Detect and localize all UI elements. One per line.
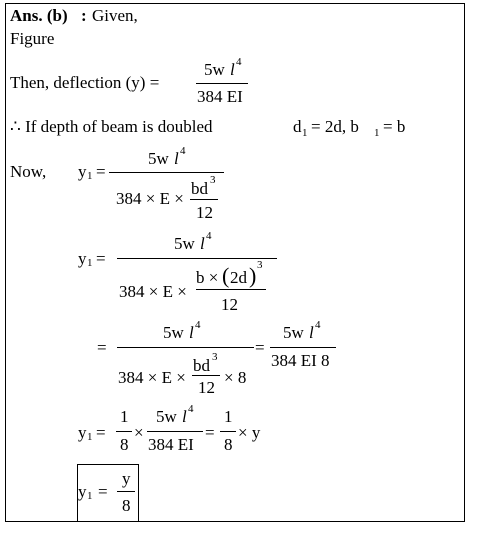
fraction1-denominator: 8 bbox=[120, 435, 129, 454]
fraction1-bar bbox=[116, 431, 132, 432]
fraction2-numerator-l: l bbox=[182, 407, 187, 426]
result-fraction-bar bbox=[270, 347, 336, 348]
fraction1-numerator: 1 bbox=[120, 407, 129, 426]
inner-numerator-b: b × bbox=[196, 268, 219, 287]
y1-symbol: y bbox=[78, 249, 87, 268]
deflection-numerator-l: l bbox=[230, 60, 235, 79]
inner-fraction-bar bbox=[190, 199, 218, 200]
y1-subscript: 1 bbox=[87, 431, 93, 443]
numerator-exp: 4 bbox=[195, 319, 201, 331]
second-equals-sign: = bbox=[205, 423, 215, 442]
numerator-exp: 4 bbox=[180, 145, 186, 157]
main-fraction-bar bbox=[117, 347, 254, 348]
result-numerator-exp: 4 bbox=[315, 319, 321, 331]
numerator-l: l bbox=[174, 149, 179, 168]
deflection-numerator-exp: 4 bbox=[236, 56, 242, 68]
inner-denominator: 12 bbox=[198, 378, 215, 397]
main-fraction-bar bbox=[117, 258, 277, 259]
result-denominator: 384 EI 8 bbox=[271, 351, 330, 370]
inner-numerator-exp: 3 bbox=[257, 259, 263, 271]
d1-symbol: d bbox=[293, 117, 302, 136]
answer-colon: : bbox=[81, 6, 87, 25]
numerator-coef: 5w bbox=[163, 323, 184, 342]
denominator-left: 384 × E × bbox=[119, 282, 187, 301]
equals-sign: = bbox=[96, 249, 106, 268]
deflection-lead: Then, deflection (y) = bbox=[10, 73, 160, 92]
final-denominator: 8 bbox=[122, 496, 131, 515]
times-sign: × bbox=[134, 423, 144, 442]
y1-subscript: 1 bbox=[87, 257, 93, 269]
denominator-left: 384 × E × bbox=[116, 189, 184, 208]
deflection-numerator-coef: 5w bbox=[204, 60, 225, 79]
inner-numerator-2d: 2d bbox=[230, 268, 247, 287]
fraction2-numerator-coef: 5w bbox=[156, 407, 177, 426]
b1-subscript: 1 bbox=[374, 127, 380, 139]
y1-symbol: y bbox=[78, 423, 87, 442]
open-paren: ( bbox=[222, 263, 230, 288]
deflection-fraction-bar bbox=[196, 83, 248, 84]
fraction2-denominator: 384 EI bbox=[148, 435, 194, 454]
y1-subscript: 1 bbox=[87, 170, 93, 182]
inner-denominator: 12 bbox=[221, 295, 238, 314]
d1-subscript: 1 bbox=[302, 127, 308, 139]
numerator-l: l bbox=[189, 323, 194, 342]
equals-sign: = bbox=[96, 423, 106, 442]
times-eight: × 8 bbox=[224, 368, 247, 387]
numerator-exp: 4 bbox=[206, 230, 212, 242]
y1-subscript: 1 bbox=[87, 490, 93, 502]
solution-frame bbox=[5, 3, 465, 522]
inner-numerator-exp: 3 bbox=[210, 174, 216, 186]
fraction3-bar bbox=[220, 431, 236, 432]
result-numerator-l: l bbox=[309, 323, 314, 342]
fraction3-denominator: 8 bbox=[224, 435, 233, 454]
fraction2-numerator-exp: 4 bbox=[188, 403, 194, 415]
doubled-condition-text: ∴ If depth of beam is doubled bbox=[10, 117, 213, 136]
inner-fraction-bar bbox=[196, 289, 266, 290]
final-fraction-bar bbox=[117, 491, 135, 492]
final-numerator: y bbox=[122, 469, 131, 488]
fraction2-bar bbox=[147, 431, 203, 432]
deflection-denominator: 384 EI bbox=[197, 87, 243, 106]
equals-sign: = bbox=[96, 162, 106, 181]
numerator-coef: 5w bbox=[148, 149, 169, 168]
d1-value: = 2d, b bbox=[311, 117, 359, 136]
equals-sign: = bbox=[97, 338, 107, 357]
inner-fraction-bar bbox=[192, 375, 220, 376]
denominator-left: 384 × E × bbox=[118, 368, 186, 387]
y1-symbol: y bbox=[78, 162, 87, 181]
inner-numerator: bd bbox=[191, 179, 208, 198]
inner-denominator: 12 bbox=[196, 203, 213, 222]
b1-value: = b bbox=[383, 117, 406, 136]
fraction3-numerator: 1 bbox=[224, 407, 233, 426]
given-text: Given, bbox=[92, 6, 138, 25]
result-numerator-coef: 5w bbox=[283, 323, 304, 342]
numerator-coef: 5w bbox=[174, 234, 195, 253]
main-fraction-bar bbox=[109, 172, 224, 173]
inner-numerator-exp: 3 bbox=[212, 351, 218, 363]
second-equals-sign: = bbox=[255, 338, 265, 357]
inner-numerator: bd bbox=[193, 356, 210, 375]
times-y: × y bbox=[238, 423, 261, 442]
answer-label: Ans. (b) bbox=[10, 6, 68, 25]
now-label: Now, bbox=[10, 162, 47, 181]
close-paren: ) bbox=[249, 263, 257, 288]
y1-symbol: y bbox=[78, 482, 87, 501]
equals-sign: = bbox=[98, 482, 108, 501]
figure-text: Figure bbox=[10, 29, 55, 48]
numerator-l: l bbox=[200, 234, 205, 253]
